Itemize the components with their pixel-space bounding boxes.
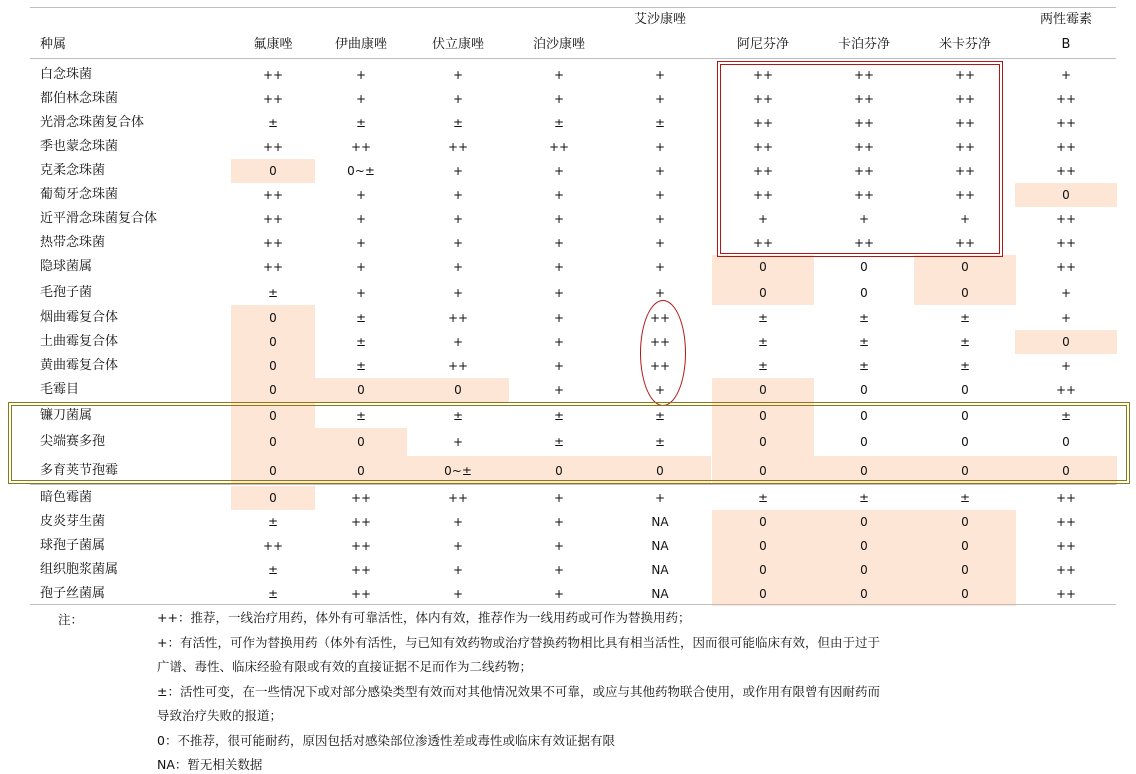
species-name: 镰刀菌属 [40, 407, 93, 423]
table-cell: + [553, 515, 565, 529]
column-header: 泊沙康唑 [532, 37, 586, 52]
note-line: 0：不推荐，很可能耐药，原因包括对感染部位渗透性差或毒性或临床有效证据有限 [157, 733, 615, 748]
notes-label: 注： [58, 612, 84, 627]
table-cell: + [654, 491, 666, 505]
table-cell: + [654, 260, 666, 274]
table-cell: 0 [269, 335, 277, 349]
table-cell: + [654, 68, 666, 82]
table-cell: ++ [350, 491, 372, 505]
table-cell: ± [959, 359, 971, 373]
table-cell: + [553, 212, 565, 226]
table-cell: + [553, 383, 565, 397]
table-cell: ++ [954, 116, 976, 130]
table-cell: 0~± [347, 164, 375, 178]
table-cell: ++ [1055, 383, 1077, 397]
species-name: 多育荚节孢霉 [40, 462, 119, 478]
table-cell: ± [267, 587, 279, 601]
table-cell: ++ [649, 335, 671, 349]
table-cell: ± [553, 116, 565, 130]
species-name: 近平滑念珠菌复合体 [40, 211, 158, 226]
table-cell: 0 [357, 463, 365, 478]
table-cell: + [553, 68, 565, 82]
table-cell: 0 [759, 563, 767, 577]
table-cell: + [553, 260, 565, 274]
table-cell: ++ [262, 212, 284, 226]
table-cell: ± [267, 563, 279, 577]
table-cell: ++ [752, 92, 774, 106]
table-cell: 0 [454, 383, 462, 397]
table-cell: 0 [860, 539, 868, 553]
table-cell: ++ [1055, 116, 1077, 130]
column-header: 卡泊芬净 [837, 37, 891, 52]
table-cell: ± [858, 335, 870, 349]
table-cell: 0 [759, 539, 767, 553]
table-cell: + [1060, 359, 1072, 373]
table-cell: + [355, 68, 367, 82]
table-cell: 0 [961, 587, 969, 601]
species-column-header: 种属 [40, 37, 67, 52]
table-cell: ± [355, 408, 367, 423]
species-name: 季也蒙念珠菌 [40, 139, 119, 154]
table-cell: 0 [860, 515, 868, 529]
note-line: 广谱、毒性、临床经验有限或有效的直接证据不足而作为二线药物； [157, 659, 533, 674]
table-cell: + [1060, 68, 1072, 82]
note-line: NA：暂无相关数据 [157, 757, 263, 772]
table-cell: ++ [262, 188, 284, 202]
table-cell: ++ [548, 140, 570, 154]
table-cell: + [452, 285, 464, 300]
table-cell: ± [355, 335, 367, 349]
table-cell: + [757, 212, 769, 226]
table-cell: ± [654, 408, 666, 423]
table-cell: + [355, 260, 367, 274]
table-cell: 0 [269, 310, 277, 325]
table-cell: ++ [1055, 587, 1077, 601]
table-cell: + [858, 212, 870, 226]
table-cell: 0 [269, 359, 277, 373]
column-header: 伊曲康唑 [334, 37, 388, 52]
table-cell: + [959, 212, 971, 226]
table-cell: + [452, 260, 464, 274]
table-cell: 0 [860, 260, 868, 274]
species-name: 克柔念珠菌 [40, 163, 106, 178]
table-cell: 0 [269, 435, 277, 449]
note-line: +：有活性，可作为替换用药（体外有活性，与已知有效药物或治疗替换药物相比具有相当活性，因而很可能临床有效，但由于过于 [157, 635, 880, 650]
species-name: 尖端赛多孢 [40, 434, 106, 449]
table-cell: 0 [860, 587, 868, 601]
table-cell: 0 [269, 491, 277, 505]
table-cell: ± [452, 408, 464, 423]
table-cell: 0 [759, 463, 767, 478]
table-cell: 0 [357, 383, 365, 397]
table-cell: 0 [961, 563, 969, 577]
table-cell: ± [267, 515, 279, 529]
table-cell: 0 [961, 285, 969, 300]
table-cell: ± [959, 335, 971, 349]
table-cell: + [452, 539, 464, 553]
table-cell: + [553, 335, 565, 349]
table-cell: ++ [853, 68, 875, 82]
column-header: B [1061, 37, 1071, 52]
note-line: 导致治疗失败的报道； [157, 708, 283, 723]
table-cell: ++ [954, 68, 976, 82]
species-name: 隐球菌属 [40, 259, 93, 274]
isavuconazole-group-header: 艾沙康唑 [633, 12, 687, 27]
species-name: 毛孢子菌 [40, 284, 93, 300]
table-cell: ++ [350, 539, 372, 553]
species-name: 孢子丝菌属 [40, 586, 106, 601]
table-cell: ± [654, 116, 666, 130]
table-cell: + [355, 92, 367, 106]
species-name: 毛霉目 [40, 382, 80, 397]
table-cell: + [553, 285, 565, 300]
table-cell: + [654, 140, 666, 154]
table-cell: + [1060, 285, 1072, 300]
table-cell: 0 [759, 435, 767, 449]
table-cell: + [553, 491, 565, 505]
table-cell: ++ [447, 310, 469, 325]
table-cell: ++ [853, 236, 875, 250]
table-cell: + [452, 236, 464, 250]
table-cell: ++ [350, 587, 372, 601]
table-cell: + [553, 587, 565, 601]
table-cell: 0~± [444, 463, 472, 478]
table-cell: 0 [759, 260, 767, 274]
note-line: ±：活性可变，在一些情况下或对部分感染类型有效而对其他情况效果不可靠，或应与其他药物联合使用，或作用有限曾有因耐药而 [157, 684, 880, 699]
table-cell: + [553, 92, 565, 106]
table-cell: ++ [262, 539, 284, 553]
table-cell: ++ [262, 140, 284, 154]
table-cell: ++ [1055, 539, 1077, 553]
table-cell: 0 [555, 463, 563, 478]
table-cell: NA [651, 515, 669, 529]
table-cell: + [452, 563, 464, 577]
table-cell: 0 [759, 515, 767, 529]
table-cell: + [654, 383, 666, 397]
table-cell: ++ [853, 140, 875, 154]
table-cell: 0 [961, 515, 969, 529]
table-cell: + [452, 335, 464, 349]
top-rule [30, 7, 1116, 8]
species-name: 葡萄牙念珠菌 [40, 187, 119, 202]
table-cell: ± [1060, 408, 1072, 423]
table-cell: 0 [961, 435, 969, 449]
species-name: 暗色霉菌 [40, 490, 93, 505]
table-cell: + [452, 212, 464, 226]
table-cell: + [355, 212, 367, 226]
species-name: 热带念珠菌 [40, 235, 106, 250]
species-name: 烟曲霉复合体 [40, 309, 119, 325]
table-cell: + [452, 587, 464, 601]
table-cell: ± [452, 116, 464, 130]
table-cell: ++ [447, 491, 469, 505]
table-cell: + [553, 310, 565, 325]
table-cell: NA [651, 587, 669, 601]
table-cell: ± [858, 359, 870, 373]
column-header: 米卡芬净 [938, 37, 992, 52]
table-cell: + [553, 563, 565, 577]
table-cell: 0 [961, 539, 969, 553]
table-cell: ++ [350, 140, 372, 154]
table-cell: 0 [357, 435, 365, 449]
table-cell: ++ [853, 92, 875, 106]
table-cell: ± [858, 310, 870, 325]
bottom-rule [30, 604, 1116, 605]
table-cell: ++ [262, 68, 284, 82]
table-cell: 0 [269, 463, 277, 478]
table-cell: ++ [350, 515, 372, 529]
table-cell: 0 [961, 260, 969, 274]
table-cell: ++ [1055, 140, 1077, 154]
note-line: ++：推荐，一线治疗用药，体外有可靠活性，体内有效，推荐作为一线用药或可作为替换用药； [157, 610, 691, 625]
table-cell: 0 [961, 383, 969, 397]
table-cell: + [1060, 310, 1072, 325]
table-cell: ++ [752, 188, 774, 202]
table-cell: + [553, 188, 565, 202]
species-name: 土曲霉复合体 [40, 334, 119, 349]
table-cell: ++ [853, 116, 875, 130]
table-cell: + [654, 164, 666, 178]
table-cell: ++ [954, 236, 976, 250]
table-cell: ++ [954, 164, 976, 178]
table-cell: 0 [269, 408, 277, 423]
table-cell: + [452, 435, 464, 449]
table-cell: ± [355, 310, 367, 325]
table-cell: 0 [860, 463, 868, 478]
table-cell: 0 [759, 408, 767, 423]
table-cell: ± [654, 435, 666, 449]
table-cell: + [654, 92, 666, 106]
table-cell: 0 [269, 383, 277, 397]
table-cell: ++ [447, 140, 469, 154]
table-cell: ++ [262, 92, 284, 106]
species-name: 组织胞浆菌属 [40, 562, 119, 577]
table-cell: 0 [860, 408, 868, 423]
table-cell: + [452, 164, 464, 178]
table-cell: ++ [447, 359, 469, 373]
table-cell: + [654, 188, 666, 202]
table-cell: ++ [649, 359, 671, 373]
table-cell: 0 [1062, 435, 1070, 449]
table-cell: NA [651, 563, 669, 577]
table-cell: ++ [1055, 236, 1077, 250]
table-cell: + [452, 188, 464, 202]
species-name: 光滑念珠菌复合体 [40, 115, 145, 130]
table-cell: 0 [860, 563, 868, 577]
species-name: 球孢子菌属 [40, 538, 106, 553]
table-cell: + [654, 212, 666, 226]
table-cell: ++ [262, 260, 284, 274]
table-cell: + [355, 236, 367, 250]
table-cell: NA [651, 539, 669, 553]
table-cell: + [452, 68, 464, 82]
table-cell: ± [959, 310, 971, 325]
table-cell: ++ [954, 188, 976, 202]
amphotericin-group-header: 两性霉素 [1039, 12, 1093, 27]
table-cell: ++ [262, 236, 284, 250]
table-cell: 0 [961, 463, 969, 478]
table-cell: 0 [860, 435, 868, 449]
table-cell: ± [757, 335, 769, 349]
header-rule [30, 58, 1116, 59]
table-cell: 0 [1062, 335, 1070, 349]
table-cell: ++ [350, 563, 372, 577]
table-cell: ++ [649, 310, 671, 325]
table-cell: ± [553, 408, 565, 423]
table-cell: + [553, 539, 565, 553]
table-cell: ++ [752, 236, 774, 250]
table-cell: ± [355, 116, 367, 130]
table-cell: 0 [759, 587, 767, 601]
column-header: 伏立康唑 [431, 37, 485, 52]
table-cell: 0 [269, 164, 277, 178]
table-cell: 0 [1062, 188, 1070, 202]
table-cell: ± [858, 491, 870, 505]
species-name: 黄曲霉复合体 [40, 358, 119, 373]
species-name: 白念珠菌 [40, 67, 93, 82]
table-cell: + [553, 359, 565, 373]
table-cell: 0 [961, 408, 969, 423]
table-cell: 0 [860, 285, 868, 300]
table-cell: ± [553, 435, 565, 449]
group-rule [30, 484, 1116, 485]
table-cell: ± [959, 491, 971, 505]
table-cell: + [355, 285, 367, 300]
table-cell: ± [757, 491, 769, 505]
table-cell: ++ [853, 164, 875, 178]
table-cell: 0 [759, 285, 767, 300]
species-name: 都伯林念珠菌 [40, 91, 119, 106]
table-cell: + [355, 188, 367, 202]
table-cell: 0 [1062, 463, 1070, 478]
species-name: 皮炎芽生菌 [40, 514, 106, 529]
table-cell: ++ [752, 116, 774, 130]
column-header: 阿尼芬净 [736, 37, 790, 52]
table-cell: ++ [1055, 164, 1077, 178]
table-cell: + [654, 236, 666, 250]
table-cell: ± [267, 116, 279, 130]
table-cell: ++ [1055, 563, 1077, 577]
table-cell: + [452, 515, 464, 529]
column-header: 氟康唑 [253, 37, 293, 52]
table-cell: ++ [752, 164, 774, 178]
table-cell: ++ [954, 140, 976, 154]
table-cell: ++ [954, 92, 976, 106]
table-cell: ++ [1055, 260, 1077, 274]
table-cell: + [654, 285, 666, 300]
table-cell: 0 [860, 383, 868, 397]
table-cell: ++ [853, 188, 875, 202]
table-cell: 0 [759, 383, 767, 397]
table-cell: ++ [752, 68, 774, 82]
table-cell: ++ [1055, 212, 1077, 226]
table-cell: ± [355, 359, 367, 373]
table-cell: 0 [656, 463, 664, 478]
table-cell: ++ [1055, 515, 1077, 529]
table-cell: + [452, 92, 464, 106]
table-cell: ± [757, 310, 769, 325]
table-cell: + [553, 164, 565, 178]
table-cell: ++ [1055, 491, 1077, 505]
table-cell: ++ [752, 140, 774, 154]
table-cell: + [553, 236, 565, 250]
table-cell: ++ [1055, 92, 1077, 106]
table-cell: ± [267, 285, 279, 300]
table-cell: ± [757, 359, 769, 373]
